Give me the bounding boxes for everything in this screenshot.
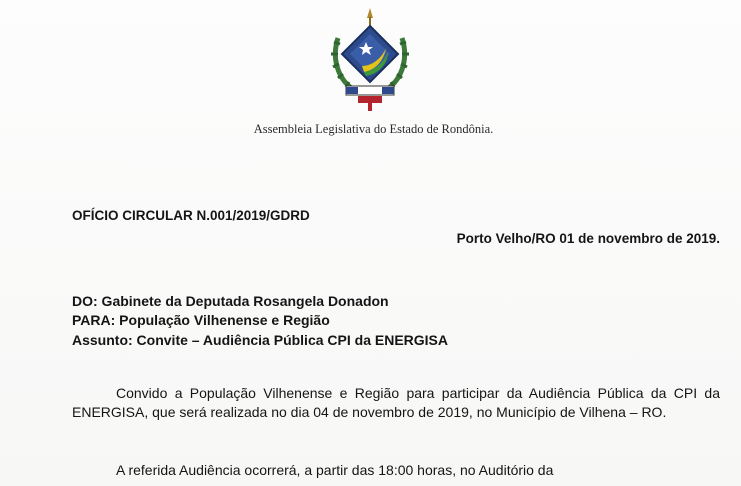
subject-line: Assunto: Convite – Audiência Pública CPI da ENERGISA	[72, 332, 448, 348]
rondonia-coat-of-arms-icon	[328, 8, 412, 112]
document-reference: OFÍCIO CIRCULAR N.001/2019/GDRD	[72, 208, 310, 223]
to-line: PARA: População Vilhenense e Região	[72, 312, 330, 328]
body-paragraph-1	[72, 384, 720, 422]
from-line: DO: Gabinete da Deputada Rosangela Donadon	[72, 293, 389, 309]
institution-name: Assembleia Legislativa do Estado de Rondônia.	[253, 122, 494, 136]
paragraph-text: Convido a População Vilhenense e Região para participar da Audiência Pública da CPI da ENERGISA, que será realizada no dia 04 de novembro de 2019, no Município de Vilhena – RO.	[72, 385, 720, 420]
body-paragraph-2	[72, 461, 720, 480]
place-date: Porto Velho/RO 01 de novembro de 2019.	[456, 231, 720, 246]
paragraph-text: A referida Audiência ocorrerá, a partir das 18:00 horas, no Auditório da	[116, 462, 554, 478]
